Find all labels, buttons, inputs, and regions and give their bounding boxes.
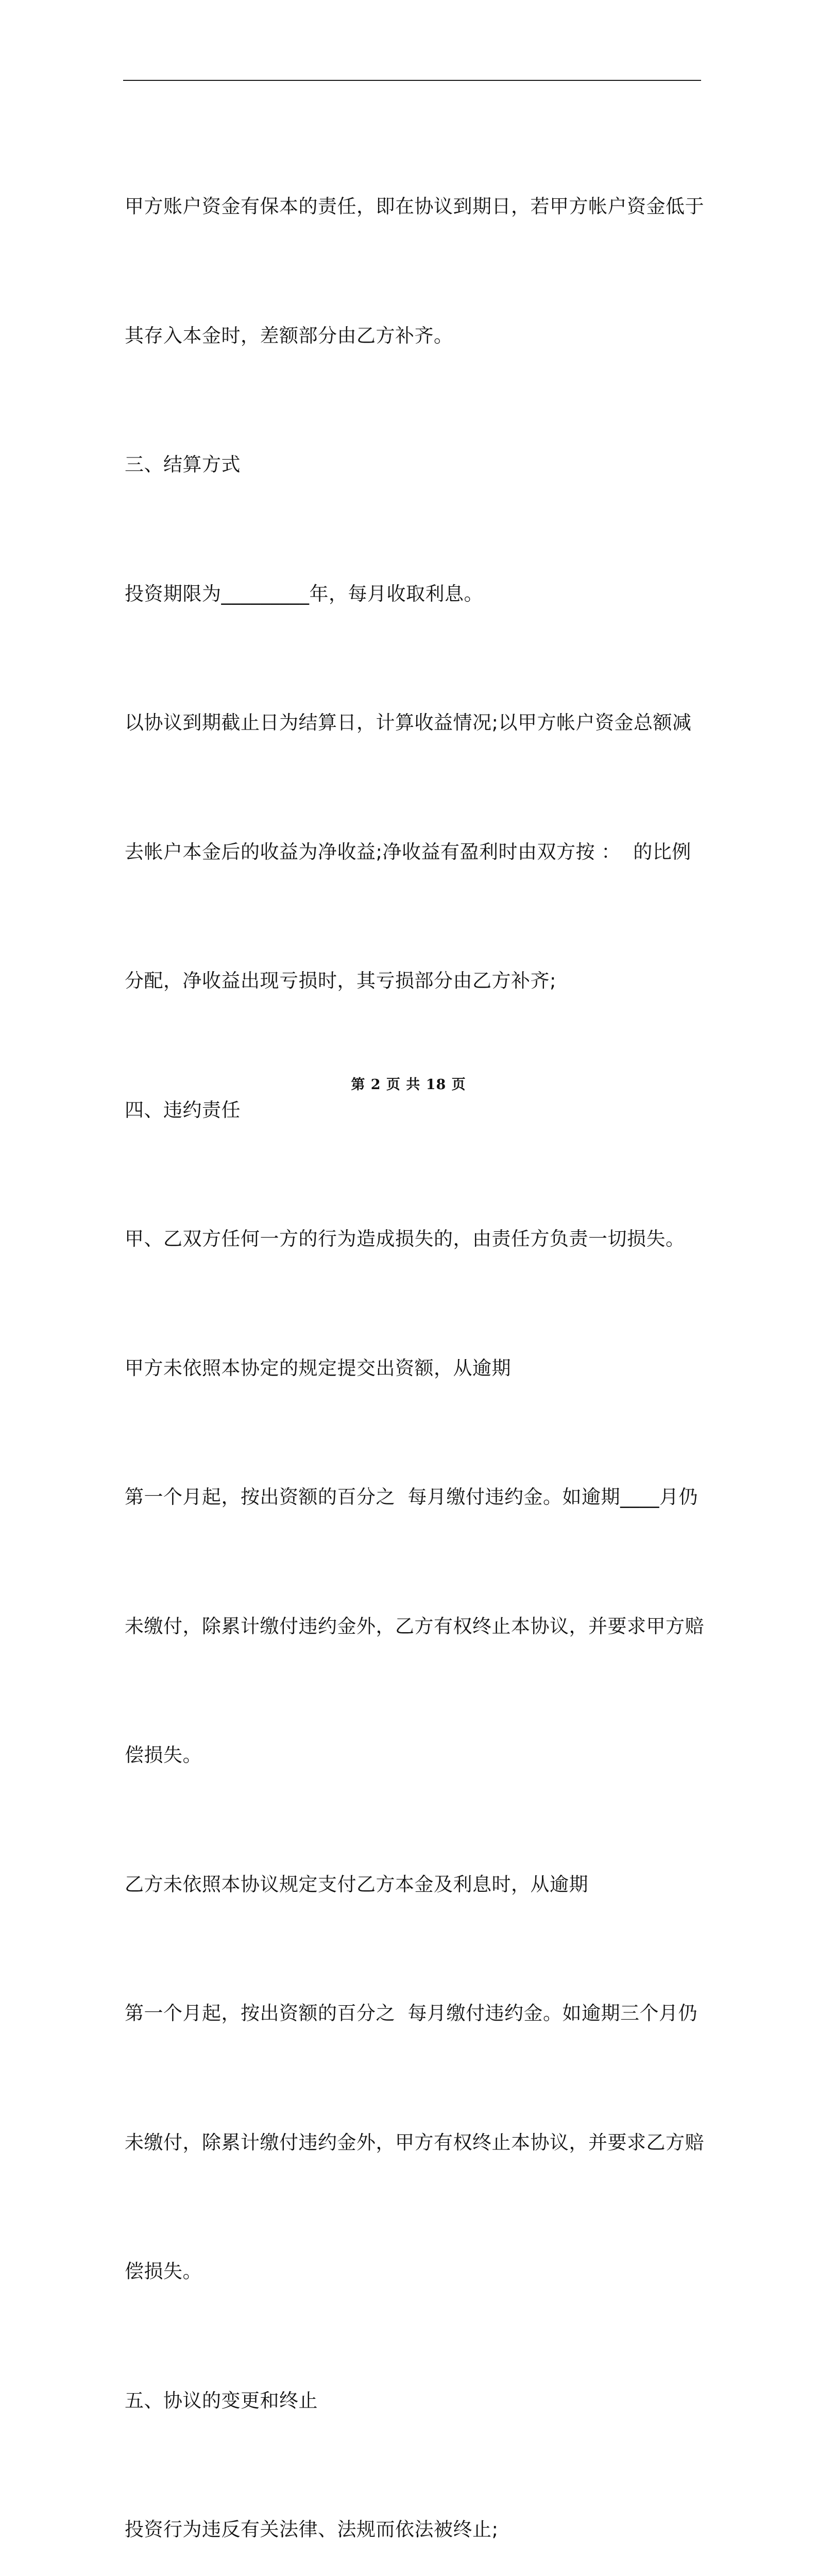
body-line: 第一个月起，按出资额的百分之 每月缴付违约金。如逾期三个月仍 (125, 2002, 698, 2024)
body-line: 投资期限为_________年，每月收取利息。 (125, 582, 483, 605)
document-body (125, 99, 707, 2576)
section-heading: 三、结算方式 (125, 453, 241, 476)
body-line: 偿损失。 (125, 2260, 202, 2282)
body-line: 去帐户本金后的收益为净收益;净收益有盈利时由双方按 ： 的比例 (125, 840, 691, 863)
header-rule (123, 80, 701, 81)
body-line: 投资行为违反有关法律、法规而依法被终止; (125, 2518, 499, 2540)
section-heading: 四、违约责任 (125, 1098, 241, 1121)
body-line: 分配，净收益出现亏损时，其亏损部分由乙方补齐; (125, 970, 556, 992)
body-line: 第一个月起，按出资额的百分之 每月缴付违约金。如逾期____月仍 (125, 1486, 699, 1508)
body-line: 以协议到期截止日为结算日，计算收益情况;以甲方帐户资金总额减 (125, 711, 692, 734)
body-line: 偿损失。 (125, 1744, 202, 1766)
body-line: 乙方未依照本协议规定支付乙方本金及利息时，从逾期 (125, 1873, 588, 1895)
body-line: 甲方账户资金有保本的责任，即在协议到期日，若甲方帐户资金低于 (125, 195, 704, 217)
body-line: 甲方未依照本协定的规定提交出资额，从逾期 (125, 1357, 511, 1379)
body-line: 其存入本金时，差额部分由乙方补齐。 (125, 324, 453, 347)
page-number-footer: 第 2 页 共 18 页 (351, 1077, 466, 1093)
body-line: 未缴付，除累计缴付违约金外，甲方有权终止本协议，并要求乙方赔 (125, 2131, 704, 2154)
body-line: 未缴付，除累计缴付违约金外，乙方有权终止本协议，并要求甲方赔 (125, 1615, 704, 1637)
section-heading: 五、协议的变更和终止 (125, 2389, 318, 2412)
body-line: 甲、乙双方任何一方的行为造成损失的，由责任方负责一切损失。 (125, 1228, 685, 1250)
